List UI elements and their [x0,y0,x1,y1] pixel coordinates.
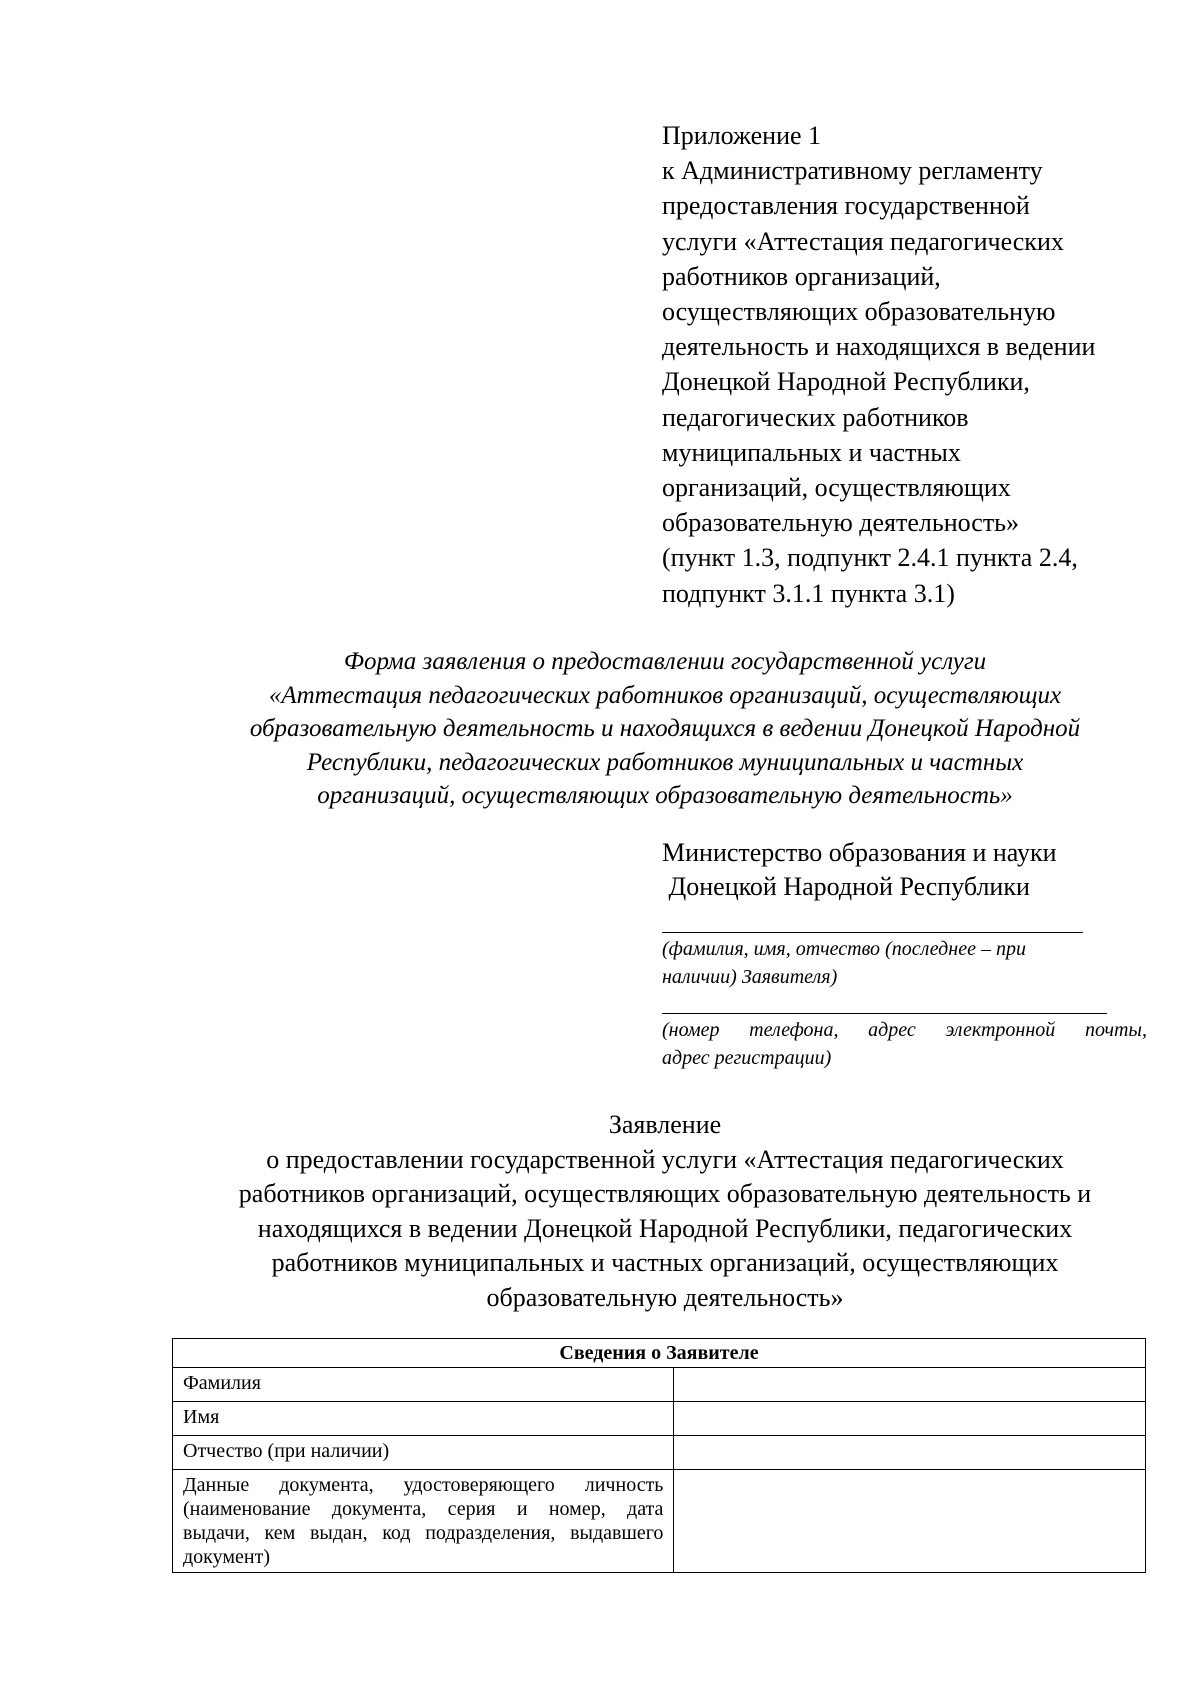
appendix-line: работников организаций, [662,261,941,291]
label-word: кем [264,1522,296,1544]
statement-line: о предоставлении государственной услуги «Аттестация педагогических [266,1144,1064,1174]
label-word: дата [627,1498,664,1520]
label-word: выдавшего [570,1522,664,1544]
surname-value-cell[interactable] [674,1368,1146,1402]
form-title-line: Форма заявления о предоставлении государственной услуги [343,648,987,675]
appendix-block [662,118,1182,611]
appendix-line: организаций, осуществляющих [662,473,1011,503]
label-word: серия [447,1498,496,1520]
addressee-line: Министерство образования и науки [662,838,1057,867]
form-title-line: «Аттестация педагогических работников организаций, осуществляющих [268,681,1062,709]
applicant-name-hint [662,935,1026,991]
label-word: документа, [331,1498,427,1520]
label-word: код [382,1522,411,1544]
table-row [173,1368,1146,1402]
hint-line [662,1016,1147,1044]
identity-document-label [173,1470,674,1573]
applicant-contact-hint [662,1016,1147,1072]
form-title-line: образовательную деятельность и находящихся в ведении Донецкой Народной [249,715,1081,742]
appendix-line: услуги «Аттестация педагогических [662,226,1064,256]
appendix-line: (пункт 1.3, подпункт 2.4.1 пункта 2.4, [662,543,1078,573]
label-word: Данные [183,1474,250,1496]
label-word: номер, [548,1498,606,1520]
surname-label: Фамилия [173,1368,674,1402]
statement-line: работников муниципальных и частных организаций, осуществляющих [271,1248,1059,1277]
first-name-label: Имя [173,1402,674,1436]
appendix-line: Донецкой Народной Республики, [662,367,1030,397]
appendix-line: осуществляющих образовательную [662,297,1056,327]
hint-line: адрес регистрации) [662,1047,832,1069]
appendix-line: педагогических работников [662,402,969,432]
statement-heading: Заявление [608,1110,722,1139]
label-line: документ) [183,1546,270,1568]
table-header-row [173,1339,1146,1368]
label-line [183,1473,663,1497]
identity-document-value-cell[interactable] [674,1470,1146,1573]
form-title-line: организаций, осуществляющих образовательную деятельность» [317,782,1013,809]
label-word: и [516,1498,528,1520]
statement-line: работников организаций, осуществляющих образовательную деятельность и [238,1179,1092,1208]
hint-word: почты, [1084,1019,1147,1041]
label-word: выдан, [309,1522,368,1544]
addressee-block [662,836,1182,904]
label-word: (наименование [183,1498,311,1520]
label-line [183,1497,663,1521]
appendix-line: к Административному регламенту [662,156,1043,186]
patronymic-value-cell[interactable] [674,1436,1146,1470]
appendix-line: Приложение 1 [662,121,822,150]
applicant-name-blank-line [662,932,1083,933]
statement-line: находящихся в ведении Донецкой Народной Республики, педагогических [257,1213,1073,1243]
label-word: выдачи, [183,1522,250,1544]
first-name-value-cell[interactable] [674,1402,1146,1436]
label-word: личность [584,1474,664,1496]
form-title-line: Республики, педагогических работников муниципальных и частных [306,748,1024,776]
label-word: удостоверяющего [403,1474,555,1496]
statement-block [150,1108,1180,1315]
label-line [183,1521,663,1545]
appendix-line: предоставления государственной [662,191,1030,221]
label-word: документа, [279,1474,374,1496]
statement-line: образовательную деятельность» [486,1282,844,1312]
hint-line: наличии) Заявителя) [662,966,838,988]
table-row [173,1402,1146,1436]
appendix-line: деятельность и находящихся в ведении [662,332,1096,362]
hint-word: (номер [662,1019,720,1041]
table-row [173,1470,1146,1573]
addressee-line: Донецкой Народной Республики [662,872,1030,901]
hint-word: электронной [945,1019,1056,1041]
hint-word: телефона, [749,1019,839,1041]
hint-word: адрес [868,1019,916,1041]
table-row [173,1436,1146,1470]
applicant-info-table [172,1338,1146,1573]
applicant-contact-blank-line [662,1013,1107,1014]
hint-line: (фамилия, имя, отчество (последнее – при [662,938,1026,960]
patronymic-label: Отчество (при наличии) [173,1436,674,1470]
form-title [150,645,1180,813]
label-word: подразделения, [425,1522,556,1544]
table-header: Сведения о Заявителе [173,1339,1146,1368]
appendix-line: образовательную деятельность» [662,508,1020,538]
appendix-line: муниципальных и частных [662,437,961,467]
appendix-line: подпункт 3.1.1 пункта 3.1) [662,578,955,608]
